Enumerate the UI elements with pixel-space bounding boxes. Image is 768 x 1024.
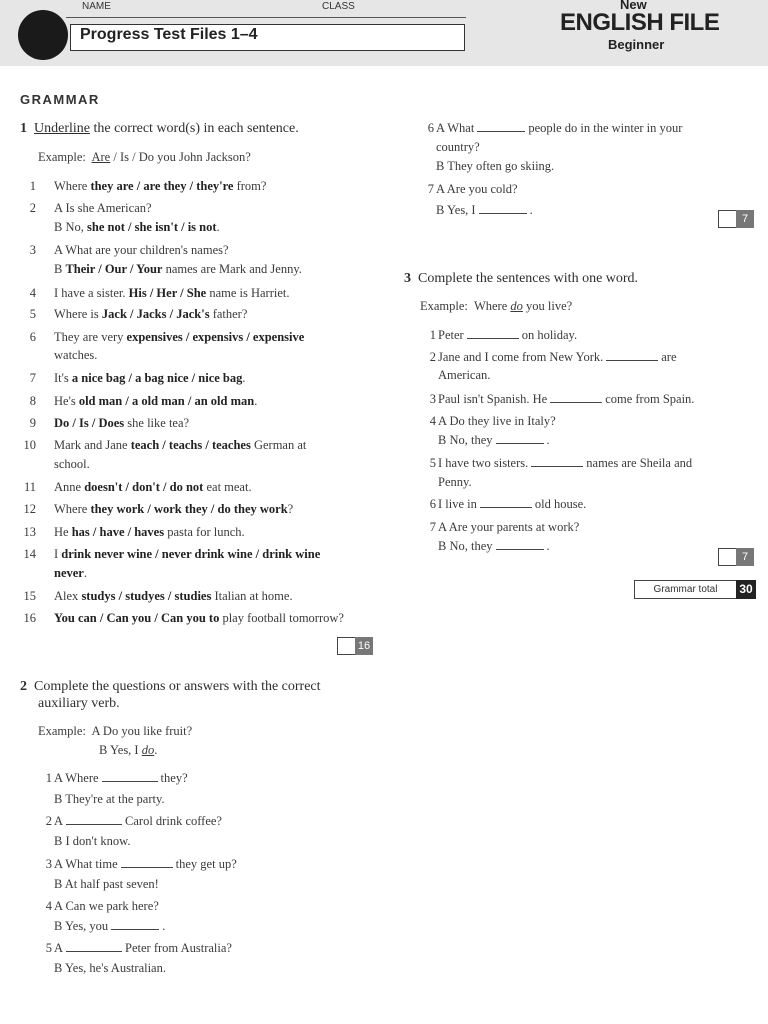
ex2-answer-blank[interactable] <box>66 941 122 952</box>
ex1-item[interactable] <box>54 371 246 386</box>
ex2-item <box>54 857 237 872</box>
grammar-total-value: 30 <box>736 580 756 599</box>
ex3-item <box>438 456 692 471</box>
ex2-item-text: country? <box>436 140 480 154</box>
ex1-item[interactable] <box>54 480 252 495</box>
ex2-item-text: Carol drink coffee? <box>125 814 222 828</box>
ex2-example-a: Example: A Do you like fruit? <box>38 724 193 738</box>
ex3-score-box[interactable] <box>718 548 737 566</box>
ex2-item-text: . <box>162 919 166 933</box>
ex2-answer-blank[interactable] <box>121 857 173 868</box>
ex2-item <box>436 203 533 218</box>
header-circle-icon <box>18 10 68 60</box>
ex1-item[interactable] <box>54 330 304 345</box>
ex1-item-text: school. <box>54 457 90 471</box>
ex1-item-text: Where <box>54 502 91 516</box>
ex3-item <box>438 539 550 554</box>
ex1-item-text: father? <box>209 307 248 321</box>
brand-new: New <box>620 0 647 12</box>
ex3-answer-blank[interactable] <box>531 456 583 467</box>
ex3-item <box>438 475 472 490</box>
ex2-answer-blank[interactable] <box>111 919 159 930</box>
ex1-score <box>337 637 373 655</box>
ex1-item-text: A Is she American? <box>54 201 152 215</box>
ex1-item-number: 13 <box>23 525 36 539</box>
header-name-line <box>66 17 466 18</box>
ex2-score <box>718 210 754 228</box>
ex2-instruction-1: 2 Complete the questions or answers with the correct <box>20 679 321 694</box>
ex1-item-number: 12 <box>23 502 36 516</box>
ex2-item-number: 1 <box>45 771 52 785</box>
ex1-item-number: 5 <box>29 307 36 321</box>
ex2-item <box>54 792 165 807</box>
ex2-answer-blank[interactable] <box>479 203 527 214</box>
ex3-item-text: Penny. <box>438 475 472 489</box>
ex2-score-value: 7 <box>736 210 754 228</box>
ex3-instruction: 3 Complete the sentences with one word. <box>404 271 639 286</box>
ex1-item-options: Jack / Jacks / Jack's <box>101 307 210 321</box>
ex1-item[interactable] <box>54 262 302 277</box>
ex3-score <box>718 548 754 566</box>
ex3-item-text: are <box>661 350 677 364</box>
ex1-item-options: they work / work they / do they work <box>90 502 288 516</box>
ex1-item-options: Their / Our / Your <box>65 262 163 276</box>
ex1-item[interactable] <box>54 525 245 540</box>
ex1-item-text: He <box>54 525 72 539</box>
ex2-item <box>54 919 165 934</box>
ex2-item-text: . <box>529 203 533 217</box>
ex2-answer-blank[interactable] <box>66 814 122 825</box>
ex1-item-text: . <box>254 394 258 408</box>
ex1-item-number: 3 <box>29 243 36 257</box>
ex1-item-text: Anne <box>54 480 85 494</box>
ex2-answer-blank[interactable] <box>102 771 158 782</box>
ex3-example: Example: Where do you live? <box>420 299 573 313</box>
ex1-item[interactable] <box>54 502 293 517</box>
ex2-item-text: B I don't know. <box>54 834 131 848</box>
ex1-item-number: 2 <box>29 201 36 215</box>
ex1-item-options: You can / Can you / Can you to <box>54 611 220 625</box>
class-label: CLASS <box>322 1 355 12</box>
ex1-item[interactable] <box>54 179 266 194</box>
ex1-item[interactable] <box>54 348 97 363</box>
ex2-item-text: A Can we park here? <box>54 899 159 913</box>
ex1-item-text: Italian at home. <box>211 589 293 603</box>
ex3-item-text: I live in <box>438 497 477 511</box>
ex1-item-options: Do / Is / Does <box>54 416 125 430</box>
ex1-item-text: name is Harriet. <box>206 286 290 300</box>
ex2-item <box>54 834 130 849</box>
ex1-item-number: 11 <box>23 480 36 494</box>
ex1-item-options: expensives / expensivs / expensive <box>126 330 305 344</box>
ex1-item[interactable] <box>54 457 90 472</box>
ex2-item-text: B They often go skiing. <box>436 159 555 173</box>
ex2-item-text: B They're at the party. <box>54 792 165 806</box>
ex1-item-number: 4 <box>29 286 36 300</box>
ex3-item-text: B No, they <box>438 539 493 553</box>
ex1-item-number: 15 <box>23 589 36 603</box>
ex1-item-text: I have a sister. <box>54 286 129 300</box>
ex2-item <box>436 140 480 155</box>
ex2-item-text: they get up? <box>175 857 237 871</box>
ex1-item-text: B No, <box>54 220 87 234</box>
ex1-item-text: from? <box>233 179 267 193</box>
ex3-item-text: B No, they <box>438 433 493 447</box>
ex1-item-text: watches. <box>54 348 98 362</box>
ex1-item-options: His / Her / She <box>128 286 207 300</box>
ex2-answer-blank[interactable] <box>477 121 525 132</box>
ex1-item[interactable] <box>54 611 344 626</box>
ex3-item <box>438 350 677 365</box>
section-title: GRAMMAR <box>20 92 100 107</box>
ex1-item-text: They are very <box>54 330 127 344</box>
ex3-item <box>438 520 579 535</box>
ex2-item <box>436 182 518 197</box>
ex1-item-text: Where is <box>54 307 102 321</box>
ex1-item-text: she like tea? <box>124 416 190 430</box>
ex3-item <box>438 328 577 343</box>
ex1-item-number: 1 <box>29 179 36 193</box>
ex3-item-text: Peter <box>438 328 464 342</box>
brand-level: Beginner <box>608 37 665 52</box>
ex1-item-text: Where <box>54 179 91 193</box>
ex1-item[interactable] <box>54 307 247 322</box>
ex1-item[interactable] <box>54 286 290 301</box>
ex3-item-text: American. <box>438 368 491 382</box>
ex3-answer-blank[interactable] <box>496 433 544 444</box>
ex1-item[interactable] <box>54 220 220 235</box>
ex1-item-text: German at <box>250 438 307 452</box>
ex2-item <box>54 961 166 976</box>
ex1-item[interactable] <box>54 243 229 258</box>
ex1-item-text: . <box>83 566 87 580</box>
ex1-item-number: 7 <box>29 371 36 385</box>
ex3-item <box>438 392 694 407</box>
ex3-answer-blank[interactable] <box>606 350 658 361</box>
page-title: Progress Test Files 1–4 <box>80 26 258 43</box>
ex3-item <box>438 368 490 383</box>
ex1-item-text: eat meat. <box>203 480 252 494</box>
ex1-item-text: It's <box>54 371 72 385</box>
ex1-item-options: they are / are they / they're <box>90 179 234 193</box>
ex1-item-options: teach / teachs / teaches <box>130 438 251 452</box>
ex1-item-options: has / have / haves <box>71 525 165 539</box>
ex2-item <box>436 121 682 136</box>
ex2-item <box>436 159 554 174</box>
ex1-item-text: names are Mark and Jenny. <box>162 262 302 276</box>
ex2-item-text: B At half past seven! <box>54 877 159 891</box>
ex1-item-options: drink never wine / never drink wine / drink wine <box>61 547 321 561</box>
ex2-item-text: A <box>54 941 64 955</box>
ex1-item[interactable] <box>54 589 293 604</box>
ex3-answer-blank[interactable] <box>550 392 602 403</box>
ex1-item-number: 6 <box>29 330 36 344</box>
ex1-item-text: B <box>54 262 66 276</box>
ex2-item <box>54 814 222 829</box>
ex3-item-text: . <box>546 539 550 553</box>
ex1-item-options: never <box>54 566 84 580</box>
ex2-item-text: B Yes, he's Australian. <box>54 961 166 975</box>
ex3-answer-blank[interactable] <box>480 497 532 508</box>
brand-name: ENGLISH FILE <box>560 9 720 36</box>
ex3-item-text: Paul isn't Spanish. He <box>438 392 548 406</box>
ex3-answer-blank[interactable] <box>467 328 519 339</box>
ex1-item-options: doesn't / don't / do not <box>84 480 204 494</box>
ex3-item-text: Jane and I come from New York. <box>438 350 604 364</box>
ex1-item-number: 10 <box>23 438 36 452</box>
ex2-example-b: B Yes, I do. <box>99 743 158 757</box>
ex3-item-number: 2 <box>429 350 436 364</box>
ex1-score-box[interactable] <box>337 637 356 655</box>
ex1-item-number: 8 <box>29 394 36 408</box>
ex3-item-text: names are Sheila and <box>586 456 693 470</box>
ex2-item-text: A Are you cold? <box>436 182 518 196</box>
ex3-item-text: I have two sisters. <box>438 456 529 470</box>
ex3-item <box>438 497 586 512</box>
ex1-item[interactable] <box>54 201 152 216</box>
ex2-item-text: A Where <box>54 771 99 785</box>
ex2-item-number: 2 <box>45 814 52 828</box>
ex3-item-number: 3 <box>429 392 436 406</box>
ex1-example: Example: Are / Is / Do you John Jackson? <box>38 150 251 164</box>
ex3-item-text: A Do they live in Italy? <box>438 414 556 428</box>
ex1-item-text: I <box>54 547 62 561</box>
ex2-item-text: B Yes, you <box>54 919 109 933</box>
ex1-instruction: 1 Underline the correct word(s) in each sentence. <box>20 121 299 136</box>
ex3-score-value: 7 <box>736 548 754 566</box>
name-label: NAME <box>82 1 111 12</box>
ex3-item-number: 7 <box>429 520 436 534</box>
ex2-item-text: they? <box>160 771 188 785</box>
ex3-item-number: 1 <box>429 328 436 342</box>
ex1-item[interactable] <box>54 547 320 562</box>
ex3-item <box>438 414 556 429</box>
ex3-item-text: old house. <box>534 497 587 511</box>
ex2-item-text: A What <box>436 121 475 135</box>
ex2-item-number: 4 <box>45 899 52 913</box>
ex1-item-number: 16 <box>23 611 36 625</box>
ex2-item <box>54 899 159 914</box>
ex1-item-text: Alex <box>54 589 82 603</box>
ex1-item-number: 9 <box>29 416 36 430</box>
ex2-item <box>54 941 232 956</box>
ex2-score-box[interactable] <box>718 210 737 228</box>
ex1-item-text: . <box>216 220 220 234</box>
ex1-item-options: a nice bag / a bag nice / nice bag <box>71 371 243 385</box>
ex2-item-number: 6 <box>427 121 434 135</box>
ex1-item-text: . <box>242 371 246 385</box>
ex1-item[interactable] <box>54 416 189 431</box>
ex2-item-text: B Yes, I <box>436 203 476 217</box>
ex3-item-text: A Are your parents at work? <box>438 520 580 534</box>
ex1-item-text: Mark and Jane <box>54 438 131 452</box>
ex2-instruction-2: auxiliary verb. <box>38 696 120 711</box>
ex3-item-text: . <box>546 433 550 447</box>
ex2-item-text: A What time <box>54 857 118 871</box>
ex2-item-number: 3 <box>45 857 52 871</box>
ex2-item-number: 7 <box>427 182 434 196</box>
ex3-item-text: on holiday. <box>521 328 578 342</box>
ex1-item[interactable] <box>54 394 257 409</box>
ex1-item[interactable] <box>54 566 87 581</box>
ex3-item-number: 5 <box>429 456 436 470</box>
ex3-answer-blank[interactable] <box>496 539 544 550</box>
ex1-item-options: she not / she isn't / is not <box>87 220 217 234</box>
ex3-item <box>438 433 550 448</box>
ex1-score-value: 16 <box>355 637 373 655</box>
ex1-item-text: pasta for lunch. <box>164 525 245 539</box>
grammar-total-label: Grammar total <box>634 580 737 599</box>
ex1-item-text: A What are your children's names? <box>54 243 229 257</box>
ex1-item-text: ? <box>287 502 294 516</box>
ex1-item-text: He's <box>54 394 79 408</box>
ex2-item-text: people do in the winter in your <box>528 121 683 135</box>
ex1-item-options: old man / a old man / an old man <box>78 394 255 408</box>
ex1-item[interactable] <box>54 438 306 453</box>
ex3-item-text: come from Spain. <box>605 392 695 406</box>
ex2-item-text: Peter from Australia? <box>125 941 232 955</box>
ex1-item-number: 14 <box>23 547 36 561</box>
ex2-item <box>54 877 159 892</box>
ex1-item-options: studys / studyes / studies <box>81 589 212 603</box>
ex3-item-number: 6 <box>429 497 436 511</box>
ex2-item-text: A <box>54 814 64 828</box>
ex2-item-number: 5 <box>45 941 52 955</box>
ex3-item-number: 4 <box>429 414 436 428</box>
ex1-item-text: play football tomorrow? <box>219 611 344 625</box>
ex2-item <box>54 771 188 786</box>
